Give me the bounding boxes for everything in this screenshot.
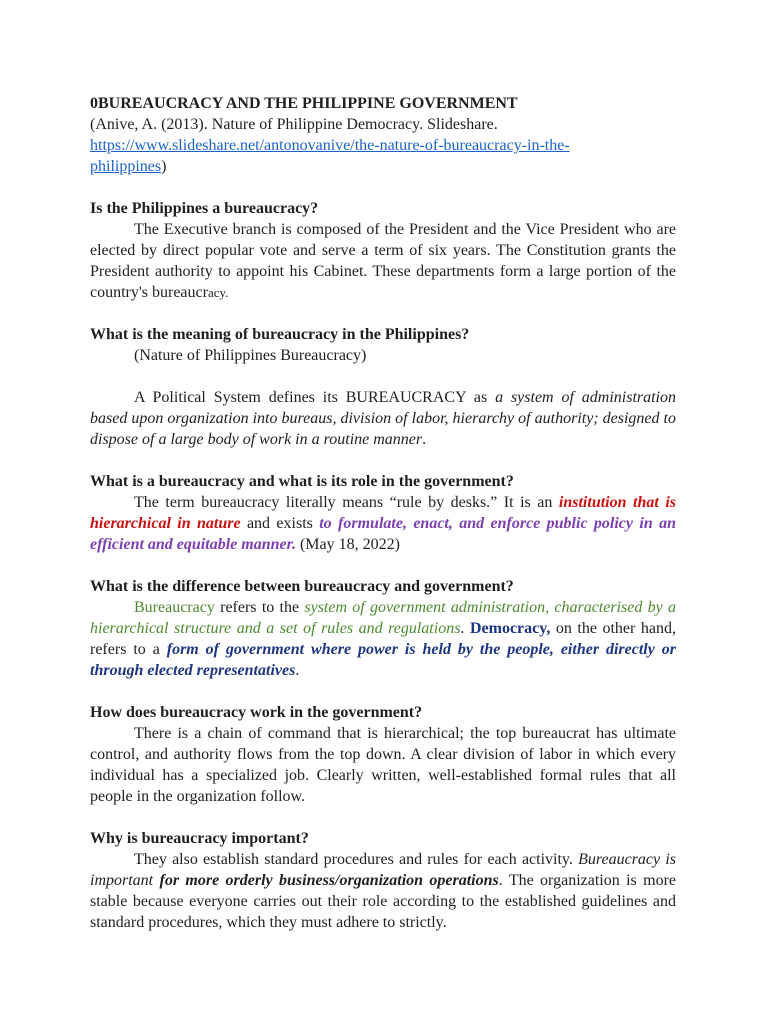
document-title: 0BUREAUCRACY AND THE PHILIPPINE GOVERNMENT: [90, 95, 518, 112]
answer-text-3c: and exists: [240, 515, 320, 532]
highlight-purpose-period: .: [291, 536, 296, 553]
citation-close: ): [161, 158, 167, 175]
answer-text-4d: .: [460, 620, 465, 637]
source-link[interactable]: https://www.slideshare.net/antonovanive/the-nature-of-bureaucracy-in-the-: [90, 137, 570, 154]
bureaucracy-definition: system of government administration, characterised by a hierarchical structure and a set of rules and regulations: [90, 599, 676, 637]
question-heading-5: How does bureaucracy work in the government?: [90, 704, 423, 721]
answer-text-3a: The term bureaucracy literally means “rule by desks.” It is an: [134, 494, 559, 511]
date-note: (May 18, 2022): [295, 536, 400, 553]
answer-paragraph-2: [90, 387, 676, 450]
highlight-purpose: to formulate, enact, and enforce public policy in an efficient and equitable manner: [90, 515, 676, 553]
question-heading-2: What is the meaning of bureaucracy in the Philippines?: [90, 326, 470, 343]
citation: [90, 114, 676, 135]
source-subtitle: (Nature of Philippines Bureaucracy): [134, 347, 367, 364]
definition-text: a system of administration based upon organization into bureaus, division of labor, hierarchy of authority; designed to dispose of a large body of work in a routine manner: [90, 389, 677, 448]
answer-text-6d: . The organization is more stable because everyone carries out their role according to the established guidelines and standard procedures, which they must adhere to strictly.: [90, 872, 676, 931]
answer-paragraph-6: [90, 849, 676, 933]
term-bureaucracy: Bureaucracy: [134, 599, 215, 616]
answer-text-4f: on the other hand, refers to a: [90, 620, 676, 658]
question-heading-3: What is a bureaucracy and what is its role in the government?: [90, 473, 514, 490]
answer-paragraph-1: [90, 219, 676, 303]
importance-emphasis: for more orderly business/organization operations: [159, 872, 499, 889]
answer-text-4b: refers to the: [214, 599, 305, 616]
question-heading-1: Is the Philippines a bureaucracy?: [90, 200, 319, 217]
answer-paragraph-3: [90, 492, 676, 555]
source-link-continued[interactable]: philippines: [90, 158, 162, 175]
importance-phrase: Bureaucracy is important: [90, 851, 676, 889]
answer-text-6a: They also establish standard procedures and rules for each activity.: [134, 851, 579, 868]
question-heading-4: What is the difference between bureaucracy and government?: [90, 578, 514, 595]
answer-paragraph-4: [90, 597, 676, 681]
source-link-block: [90, 135, 676, 177]
citation-text: (Anive, A. (2013). Nature of Philippine Democracy. Slideshare.: [90, 116, 498, 133]
term-democracy: Democracy,: [469, 620, 551, 637]
answer-text-2a: A Political System defines its BUREAUCRACY as: [134, 389, 496, 406]
answer-text-2c: .: [422, 431, 427, 448]
document-page: [90, 93, 676, 933]
question-heading-6: Why is bureaucracy important?: [90, 830, 309, 847]
answer-text-1-tail: acy.: [207, 285, 229, 300]
answer-paragraph-5: There is a chain of command that is hierarchical; the top bureaucrat has ultimate control, and authority flows from the top down. A clear division of labor in which every individual has a specialized job. Clearly written, well-established formal rules that all people in the organization follow.: [90, 725, 676, 805]
answer-text-4h: .: [295, 662, 300, 679]
answer-text-1: The Executive branch is composed of the President and the Vice President who are elected by direct popular vote and serve a term of six years. The Constitution grants the President authority to appoint his Cabinet. These departments form a large portion of the country's bureaucr: [90, 221, 676, 301]
democracy-definition: form of government where power is held by the people, either directly or through elected representatives: [90, 641, 676, 679]
highlight-institution: institution that is hierarchical in nature: [90, 494, 677, 532]
